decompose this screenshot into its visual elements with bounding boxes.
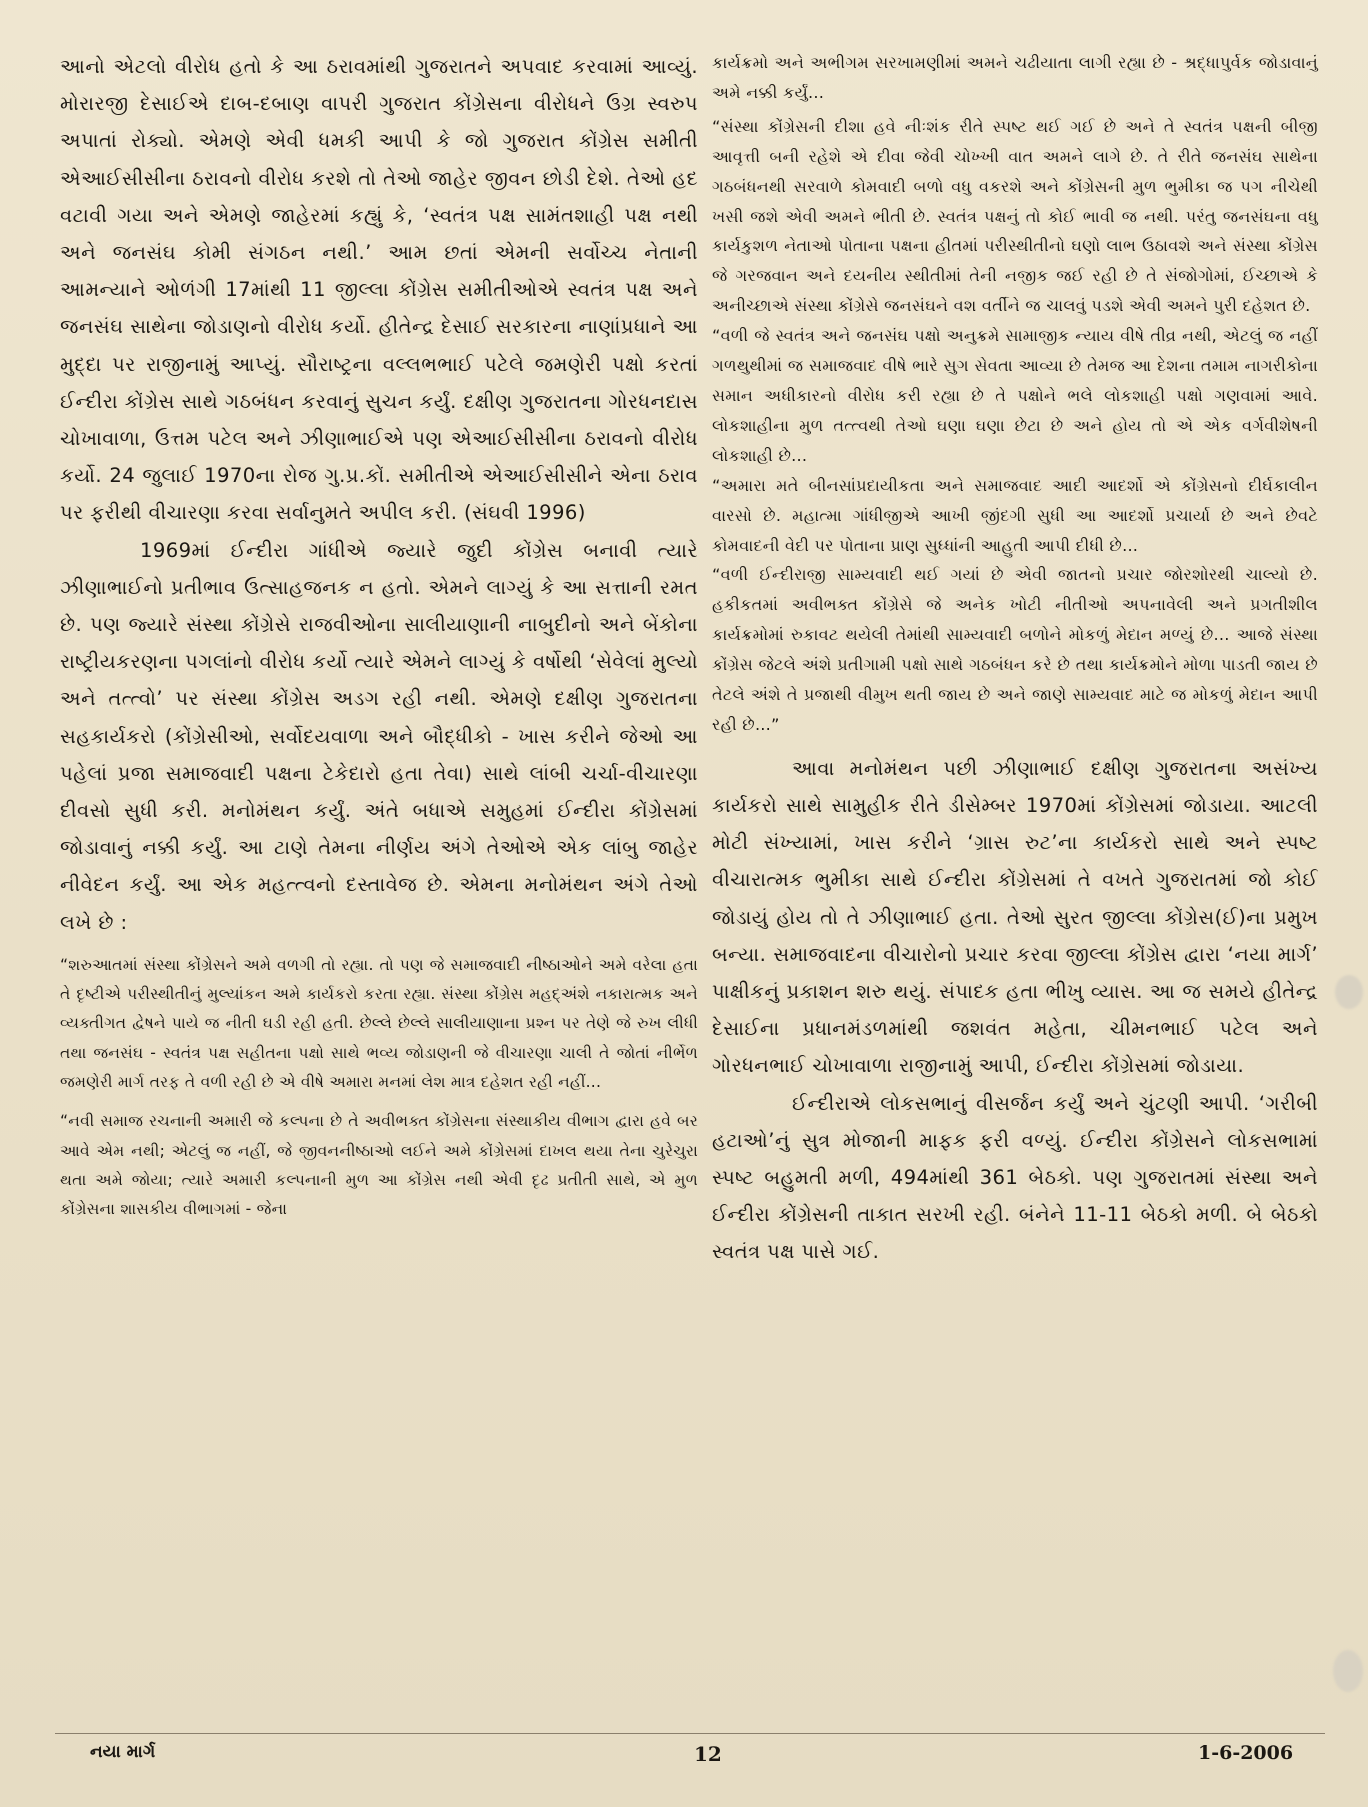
- quote-paragraph: “શરુઆતમાં સંસ્થા કોંગ્રેસને અમે વળગી તો રહ્યા. તો પણ જે સમાજવાદી નીષ્ઠાઓને અમે વરેલા હતા તે દૃષ્ટીએ પરીસ્થીતીનું મુલ્યાંકન અમે કાર્યકરો કરતા રહ્યા. સંસ્થા કોંગ્રેસ મહદ્અંશે નકારાત્મક અને વ્યક્તીગત દ્વેષને પાયે જ નીતી ઘડી રહી હતી. છેલ્લે છેલ્લે સાલીયાણાના પ્રશ્ન પર તેણે જે રુખ લીધી તથા જનસંઘ - સ્વતંત્ર પક્ષ સહીતના પક્ષો સાથે ભવ્ય જોડાણની જે વીચારણા ચાલી તે જોતાં નીર્ભેળ જમણેરી માર્ગ તરફ તે વળી રહી છે એ વીષે અમારા મનમાં લેશ માત્ર દહેશત રહી નહીં...: [60, 955, 698, 1092]
- body-paragraph: આવા મનોમંથન પછી ઝીણાભાઈ દક્ષીણ ગુજરાતના અસંખ્ય કાર્યકરો સાથે સામુહીક રીતે ડીસેમ્બર 1970માં કોંગ્રેસમાં જોડાયા. આટલી મોટી સંખ્યામાં, ખાસ કરીને ‘ગ્રાસ રુટ’ના કાર્યકરો સાથે અને સ્પષ્ટ વીચારાત્મક ભુમીકા સાથે ઈન્દીરા કોંગ્રેસમાં તે વખતે ગુજરાતમાં જો કોઈ જોડાયું હોય તો તે ઝીણાભાઈ હતા. તેઓ સુરત જીલ્લા કોંગ્રેસ(ઈ)ના પ્રમુખ બન્યા. સમાજવાદના વીચારોનો પ્રચાર કરવા જીલ્લા કોંગ્રેસ દ્વારા ‘નયા માર્ગ’ પાક્ષીકનું પ્રકાશન શરુ થયું. સંપાદક હતા ભીખુ વ્યાસ. આ જ સમયે હીતેન્દ્ર દેસાઈના પ્રધાનમંડળમાંથી જશવંત મહેતા, ચીમનભાઈ પટેલ અને ગોરધનભાઈ ચોખાવાળા રાજીનામું આપી, ઈન્દીરા કોંગ્રેસમાં જોડાયા.: [712, 756, 1318, 1078]
- quote-paragraph: કાર્યક્રમો અને અભીગમ સરખામણીમાં અમને ચઢીયાતા લાગી રહ્યા છે - શ્રદ્ધાપુર્વક જોડાવાનું અમે નક્કી કર્યું...: [712, 53, 1318, 102]
- quote-paragraph: “નવી સમાજ રચનાની અમારી જે કલ્પના છે તે અવીભક્ત કોંગ્રેસના સંસ્થાકીય વીભાગ દ્વારા હવે બર આવે એમ નથી; એટલું જ નહીં, જે જીવનનીષ્ઠાઓ લઈને અમે કોંગ્રેસમાં દાખલ થયા તેના ચુરેચુરા થતા અમે જોયા; ત્યારે અમારી કલ્પનાની મુળ આ કોંગ્રેસ નથી એવી દૃઢ પ્રતીતી સાથે, એ મુળ કોંગ્રેસના શાસકીય વીભાગમાં - જેના: [60, 1112, 698, 1219]
- footer-divider: [55, 1733, 1325, 1734]
- page-number: 12: [694, 1742, 722, 1766]
- paper-scrap: [1333, 1650, 1363, 1692]
- issue-date: 1-6-2006: [1198, 1742, 1294, 1764]
- publication-name: નયા માર્ગ: [90, 1742, 156, 1762]
- body-paragraph: આનો એટલો વીરોધ હતો કે આ ઠરાવમાંથી ગુજરાતને અપવાદ કરવામાં આવ્યું. મોરારજી દેસાઈએ દાબ-દબાણ વાપરી ગુજરાત કોંગ્રેસના વીરોધને ઉગ્ર સ્વરુપ અપાતાં રોક્યો. એમણે એવી ધમકી આપી કે જો ગુજરાત કોંગ્રેસ સમીતી એઆઈસીસીના ઠરાવનો વીરોધ કરશે તો તેઓ જાહેર જીવન છોડી દેશે. તેઓ હદ વટાવી ગયા અને એમણે જાહેરમાં કહ્યું કે, ‘સ્વતંત્ર પક્ષ સામંતશાહી પક્ષ નથી અને જનસંઘ કોમી સંગઠન નથી.’ આમ છતાં એમની સર્વોચ્ચ નેતાની આમન્યાને ઓળંગી 17માંથી 11 જીલ્લા કોંગ્રેસ સમીતીઓએ સ્વતંત્ર પક્ષ અને જનસંઘ સાથેના જોડાણનો વીરોધ કર્યો. હીતેન્દ્ર દેસાઈ સરકારના નાણાંપ્રધાને આ મુદ્દા પર રાજીનામું આપ્યું. સૌરાષ્ટ્રના વલ્લભભાઈ પટેલે જમણેરી પક્ષો કરતાં ઈન્દીરા કોંગ્રેસ સાથે ગઠબંધન કરવાનું સુચન કર્યું. દક્ષીણ ગુજરાતના ગોરધનદાસ ચોખાવાળા, ઉત્તમ પટેલ અને ઝીણાભાઈએ પણ એઆઈસીસીના ઠરાવનો વીરોધ કર્યો. 24 જુલાઈ 1970ના રોજ ગુ.પ્ર.કોં. સમીતીએ એઆઈસીસીને એના ઠરાવ પર ફરીથી વીચારણા કરવા સર્વાનુમતે અપીલ કરી. (સંઘવી 1996): [60, 55, 698, 525]
- left-column: [60, 48, 698, 1225]
- paper-scrap: [1335, 975, 1363, 1009]
- body-paragraph: ઈન્દીરાએ લોકસભાનું વીસર્જન કર્યું અને ચુંટણી આપી. ‘ગરીબી હટાઓ’નું સુત્ર મોજાની માફક ફરી વળ્યું. ઈન્દીરા કોંગ્રેસને લોકસભામાં સ્પષ્ટ બહુમતી મળી, 494માંથી 361 બેઠકો. પણ ગુજરાતમાં સંસ્થા અને ઈન્દીરા કોંગ્રેસની તાકાત સરખી રહી. બંનેને 11-11 બેઠકો મળી. બે બેઠકો સ્વતંત્ર પક્ષ પાસે ગઈ.: [712, 1091, 1318, 1264]
- quote-paragraph: “અમારા મતે બીનસાંપ્રદાયીકતા અને સમાજવાદ આદી આદર્શો એ કોંગ્રેસનો દીર્ઘકાલીન વારસો છે. મહાત્મા ગાંધીજીએ આખી જીંદગી સુધી આ આદર્શો પ્રચાર્યા છે અને છેવટે કોમવાદની વેદી પર પોતાના પ્રાણ સુધ્ધાંની આહુતી આપી દીધી છે...: [712, 475, 1318, 555]
- quote-paragraph: “વળી ઈન્દીરાજી સામ્યવાદી થઈ ગયાં છે એવી જાતનો પ્રચાર જોરશોરથી ચાલ્યો છે. હકીકતમાં અવીભક્ત કોંગ્રેસે જે અનેક ખોટી નીતીઓ અપનાવેલી અને પ્રગતીશીલ કાર્યક્રમોમાં રુકાવટ થયેલી તેમાંથી સામ્યવાદી બળોને મોકળું મેદાન મળ્યું છે... આજે સંસ્થા કોંગ્રેસ જેટલે અંશે પ્રતીગામી પક્ષો સાથે ગઠબંધન કરે છે તથા કાર્યક્રમોને મોળા પાડતી જાય છે તેટલે અંશે તે પ્રજાથી વીમુખ થતી જાય છે અને જાણે સામ્યવાદ માટે જ મોકળું મેદાન આપી રહી છે...”: [712, 565, 1318, 734]
- quote-paragraph: “વળી જે સ્વતંત્ર અને જનસંઘ પક્ષો અનુક્રમે સામાજીક ન્યાય વીષે તીવ્ર નથી, એટલું જ નહીં ગળથુથીમાં જ સમાજવાદ વીષે ભારે સુગ સેવતા આવ્યા છે તેમજ આ દેશના તમામ નાગરીકોના સમાન અધીકારનો વીરોધ કરી રહ્યા છે તે પક્ષોને ભલે લોકશાહી પક્ષો ગણવામાં આવે. લોકશાહીના મુળ તત્ત્વથી તેઓ ઘણા ઘણા છેટા છે અને હોય તો એ એક વર્ગવીશેષની લોકશાહી છે...: [712, 326, 1318, 465]
- body-paragraph: 1969માં ઈન્દીરા ગાંધીએ જ્યારે જુદી કોંગ્રેસ બનાવી ત્યારે ઝીણાભાઈનો પ્રતીભાવ ઉત્સાહજનક ન હતો. એમને લાગ્યું કે આ સત્તાની રમત છે. પણ જ્યારે સંસ્થા કોંગ્રેસે રાજવીઓના સાલીયાણાની નાબુદીનો અને બેંકોના રાષ્ટ્રીયકરણના પગલાંનો વીરોધ કર્યો ત્યારે એમને લાગ્યું કે વર્ષોથી ‘સેવેલાં મુલ્યો અને તત્ત્વો’ પર સંસ્થા કોંગ્રેસ અડગ રહી નથી. એમણે દક્ષીણ ગુજરાતના સહકાર્યકરો (કોંગ્રેસીઓ, સર્વોદયવાળા અને બૌદ્ધીકો - ખાસ કરીને જેઓ આ પહેલાં પ્રજા સમાજવાદી પક્ષના ટેકેદારો હતા તેવા) સાથે લાંબી ચર્ચા-વીચારણા દીવસો સુધી કરી. મનોમંથન કર્યું. અંતે બધાએ સમુહમાં ઈન્દીરા કોંગ્રેસમાં જોડાવાનું નક્કી કર્યું. આ ટાણે તેમના નીર્ણય અંગે તેઓએ એક લાંબુ જાહેર નીવેદન કર્યું. આ એક મહત્ત્વનો દસ્તાવેજ છે. એમના મનોમંથન અંગે તેઓ લખે છે :: [60, 538, 698, 934]
- right-column: [712, 48, 1318, 1271]
- quote-paragraph: “સંસ્થા કોંગ્રેસની દીશા હવે નીઃશંક રીતે સ્પષ્ટ થઈ ગઈ છે અને તે સ્વતંત્ર પક્ષની બીજી આવૃત્તી બની રહેશે એ દીવા જેવી ચોખ્ખી વાત અમને લાગે છે. તે રીતે જનસંઘ સાથેના ગઠબંધનથી સરવાળે કોમવાદી બળો વધુ વકરશે અને કોંગ્રેસની મુળ ભુમીકા જ પગ નીચેથી ખસી જશે એવી અમને ભીતી છે. સ્વતંત્ર પક્ષનું તો કોઈ ભાવી જ નથી. પરંતુ જનસંઘના વધુ કાર્યકુશળ નેતાઓ પોતાના પક્ષના હીતમાં પરીસ્થીતીનો ઘણો લાભ ઉઠાવશે અને સંસ્થા કોંગ્રેસ જે ગરજવાન અને દયનીય સ્થીતીમાં તેની નજીક જઈ રહી છે તે સંજોગોમાં, ઈચ્છાએ કે અનીચ્છાએ સંસ્થા કોંગ્રેસે જનસંઘને વશ વર્તીને જ ચાલવું પડશે એવી અમને પુરી દહેશત છે.: [712, 116, 1318, 316]
